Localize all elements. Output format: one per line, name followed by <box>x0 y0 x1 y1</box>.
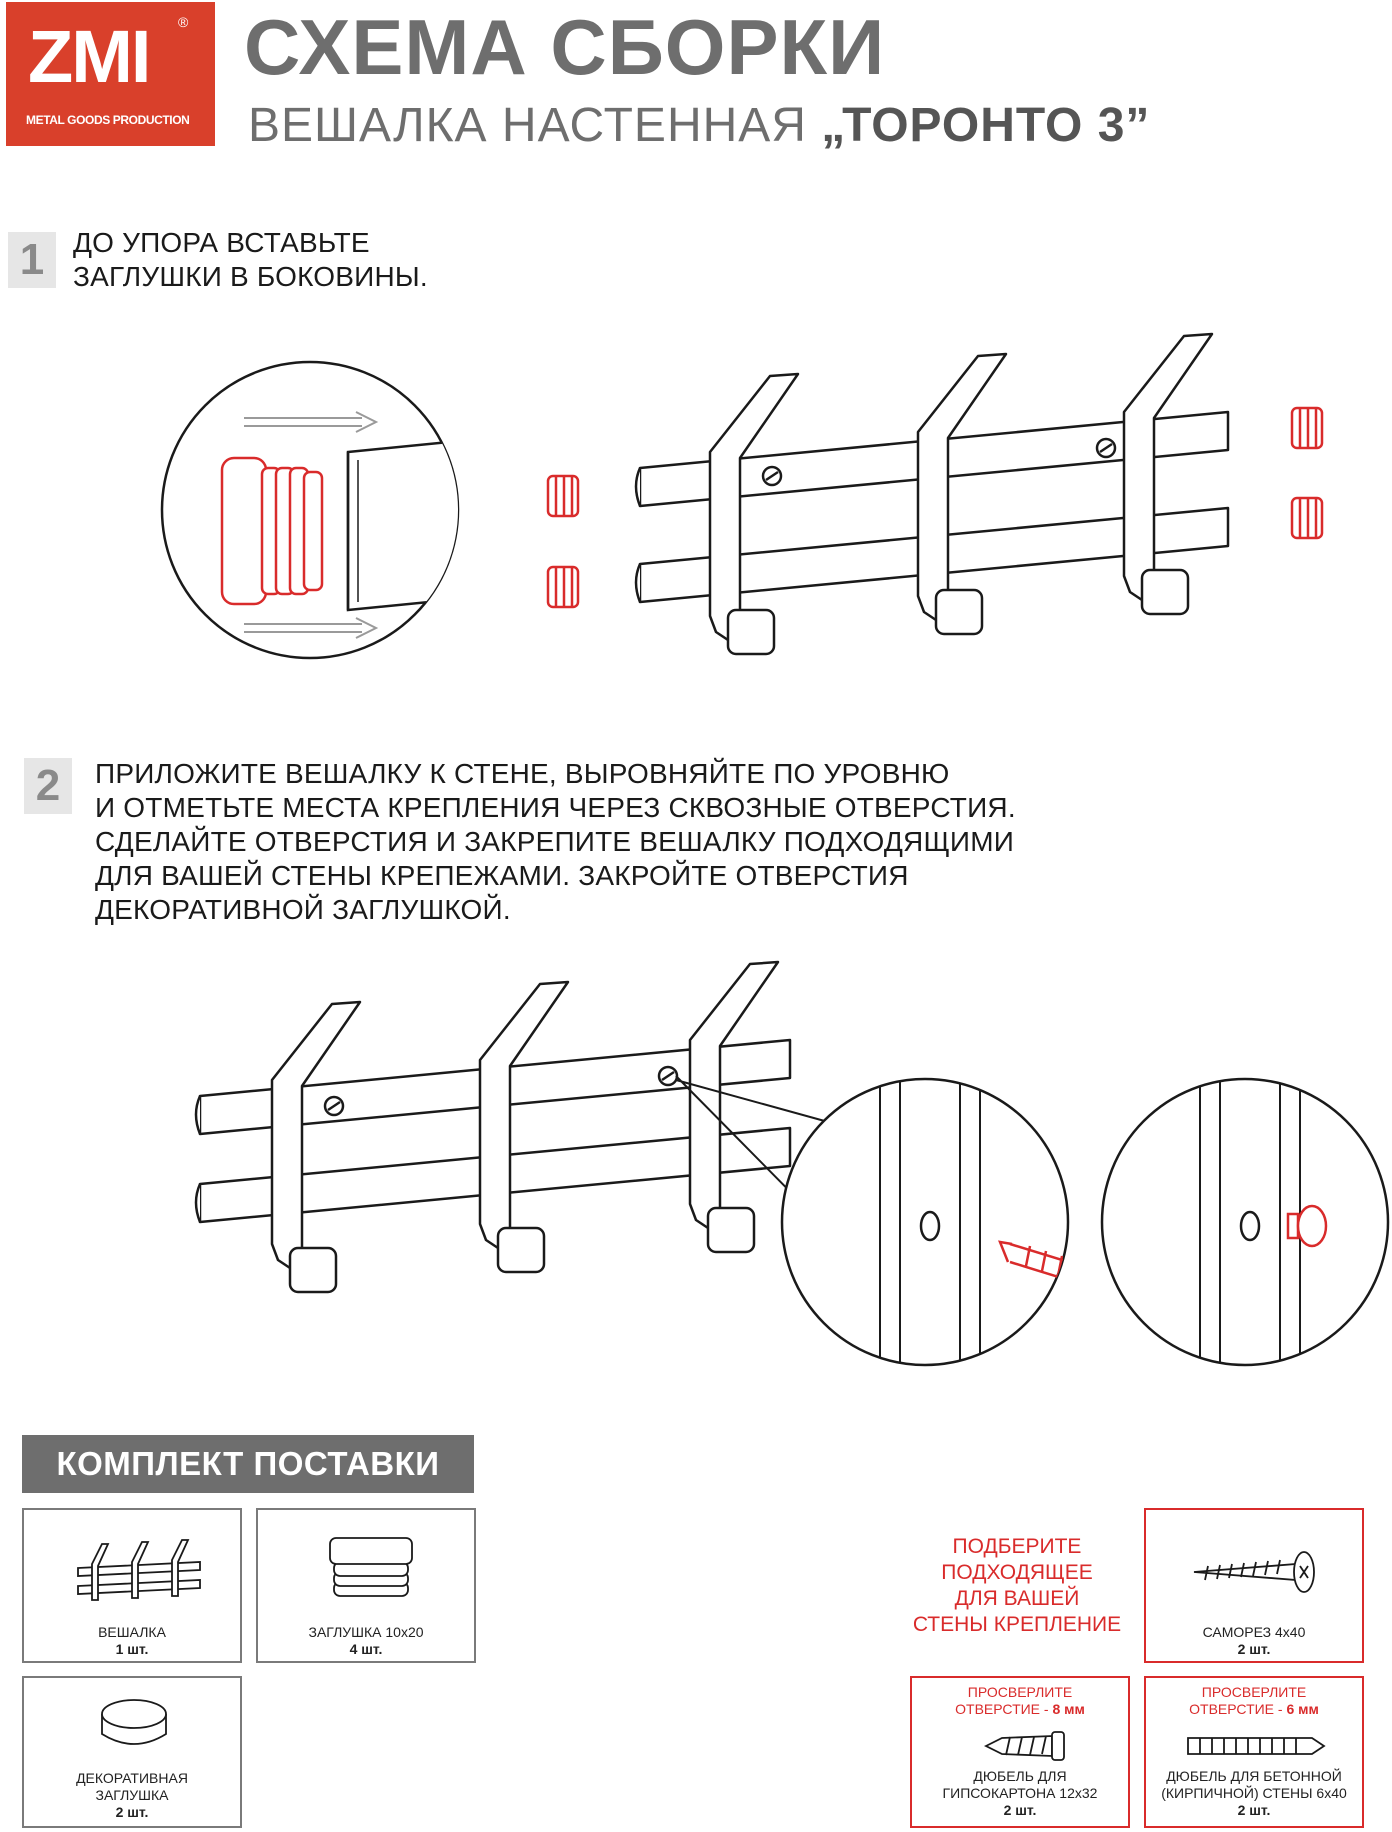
subtitle-model: „ТОРОНТО 3” <box>821 99 1151 152</box>
kit-item-hanger-qty: 1 шт. <box>115 1641 149 1657</box>
kit-item-decorative-cap-qty: 2 шт. <box>115 1804 149 1820</box>
fastener-note: ПОДБЕРИТЕ ПОДХОДЯЩЕЕ ДЛЯ ВАШЕЙ СТЕНЫ КРЕПЛЕНИЕ <box>912 1535 1122 1636</box>
kit-item-hanger-name: ВЕШАЛКА <box>98 1624 166 1640</box>
fastener-screw-label <box>1146 1624 1362 1658</box>
dowel-concrete-name-1: ДЮБЕЛЬ ДЛЯ БЕТОННОЙ <box>1166 1768 1342 1784</box>
fastener-dowel-drywall <box>910 1676 1130 1828</box>
registered-mark: ® <box>178 14 189 30</box>
step-1-text: ДО УПОРА ВСТАВЬТЕ ЗАГЛУШКИ В БОКОВИНЫ. <box>73 227 428 292</box>
concrete-dowel-icon <box>1182 1728 1332 1764</box>
dowel-concrete-qty: 2 шт. <box>1237 1802 1271 1818</box>
dowel-concrete-drill-prefix: ОТВЕРСТИЕ - <box>1189 1701 1287 1717</box>
kit-item-plug-qty: 4 шт. <box>349 1641 383 1657</box>
fastener-dowel-concrete <box>1144 1676 1364 1828</box>
step-2-text: ПРИЛОЖИТЕ ВЕШАЛКУ К СТЕНЕ, ВЫРОВНЯЙТЕ ПО УРОВНЮ И ОТМЕТЬТЕ МЕСТА КРЕПЛЕНИЯ ЧЕРЕЗ СКВОЗНЫЕ ОТВЕРСТИЯ. СДЕЛАЙТЕ ОТВЕРСТИЯ И ЗАКРЕПИТЕ ВЕШАЛКУ ПОДХОДЯЩИМИ ДЛЯ ВАШЕЙ СТЕНЫ КРЕПЕЖАМИ. ЗАКРОЙТЕ ОТВЕРСТИЯ ДЕКОРАТИВНОЙ ЗАГЛУШКОЙ. <box>95 758 1016 925</box>
logo-tagline: METAL GOODS PRODUCTION <box>26 113 190 127</box>
decorative-cap-icon <box>94 1694 174 1764</box>
screw-icon <box>1188 1548 1328 1598</box>
logo-text: ZMI <box>28 15 150 98</box>
dowel-concrete-name-2: (КИРПИЧНОЙ) СТЕНЫ 6х40 <box>1161 1785 1347 1801</box>
dowel-concrete-drill-line2 <box>1146 1701 1362 1718</box>
kit-item-decorative-cap-name-2: ЗАГЛУШКА <box>95 1787 169 1803</box>
kit-heading: КОМПЛЕКТ ПОСТАВКИ <box>22 1435 474 1493</box>
kit-item-decorative-cap <box>22 1676 242 1828</box>
fastener-screw-name: САМОРЕЗ 4х40 <box>1202 1624 1306 1640</box>
kit-item-hanger <box>22 1508 242 1663</box>
dowel-drywall-label <box>912 1768 1128 1819</box>
dowel-concrete-label <box>1146 1768 1362 1819</box>
drywall-dowel-icon <box>982 1726 1072 1766</box>
plug-thumbnail-icon <box>326 1532 416 1612</box>
dowel-drywall-name-1: ДЮБЕЛЬ ДЛЯ <box>973 1768 1067 1784</box>
kit-item-decorative-cap-label <box>24 1770 240 1821</box>
dowel-drywall-drill-size: 8 мм <box>1052 1701 1085 1717</box>
dowel-concrete-drill-line1: ПРОСВЕРЛИТЕ <box>1201 1684 1307 1700</box>
page-title: СХЕМА СБОРКИ <box>244 3 886 91</box>
step-2-hanger <box>196 962 790 1292</box>
step-2-number: 2 <box>24 758 72 814</box>
kit-item-plug-label <box>258 1624 474 1658</box>
fastener-screw <box>1144 1508 1364 1663</box>
kit-item-decorative-cap-name-1: ДЕКОРАТИВНАЯ <box>76 1770 188 1786</box>
dowel-drywall-drill-line1: ПРОСВЕРЛИТЕ <box>967 1684 1073 1700</box>
dowel-drywall-drill-line2 <box>912 1701 1128 1718</box>
dowel-drywall-name-2: ГИПСОКАРТОНА 12х32 <box>942 1785 1098 1801</box>
kit-item-hanger-label <box>24 1624 240 1658</box>
kit-item-plug-name: ЗАГЛУШКА 10х20 <box>308 1624 424 1640</box>
dowel-drywall-drill-note <box>912 1684 1128 1718</box>
step-1-hanger <box>636 334 1228 654</box>
dowel-drywall-qty: 2 шт. <box>1003 1802 1037 1818</box>
hanger-thumbnail-icon <box>72 1530 212 1610</box>
fastener-screw-qty: 2 шт. <box>1237 1641 1271 1657</box>
dowel-drywall-drill-prefix: ОТВЕРСТИЕ - <box>955 1701 1053 1717</box>
subtitle-prefix: ВЕШАЛКА НАСТЕННАЯ <box>248 99 807 152</box>
dowel-concrete-drill-note <box>1146 1684 1362 1718</box>
dowel-concrete-drill-size: 6 мм <box>1286 1701 1319 1717</box>
step-1-number: 1 <box>8 232 56 288</box>
kit-item-plug <box>256 1508 476 1663</box>
